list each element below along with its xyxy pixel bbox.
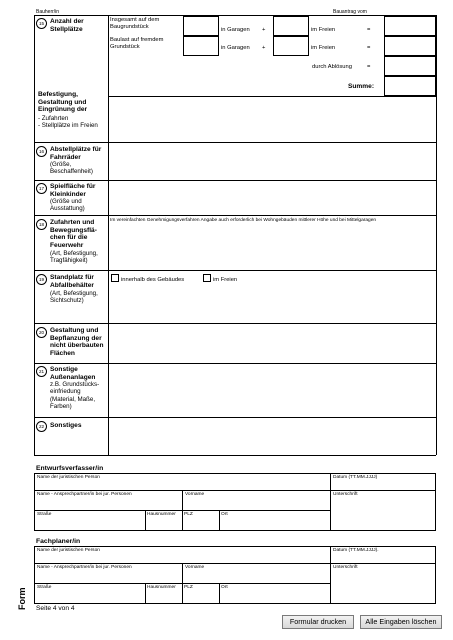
entwurf-datum-label: Datum (TT.MM.JJJJ) [333, 475, 378, 480]
freien-label-2: im Freien [311, 45, 336, 51]
section-number-22: 22 [36, 421, 47, 432]
entwurf-name-jur-label: Name der juristischen Person [37, 475, 100, 480]
section-16-title: Abstellplätze für Fahrräder [50, 146, 102, 161]
section-19-sub: (Art, Befestigung, Sichtschutz) [50, 290, 98, 305]
stellplaetze-row2-label: Baulast auf fremdem Grundstück [110, 37, 164, 50]
entwurf-vorname-label: Vorname [185, 492, 205, 497]
fachplaner-plz-label: PLZ [184, 585, 193, 590]
innerhalb-label: innerhalb des Gebäudes [121, 277, 185, 283]
checkbox-innerhalb[interactable] [111, 274, 119, 282]
section-21-title: Sonstige Außenanlagen [50, 366, 96, 381]
freien-option-label: im Freien [213, 277, 238, 283]
bauantrag-label: Bauantrag vom [333, 9, 367, 15]
section-number-15: 15 [36, 18, 47, 29]
section-number-16: 16 [36, 146, 47, 157]
gestaltung-field[interactable] [109, 324, 436, 363]
abfall-field[interactable] [109, 283, 436, 323]
section-number-19: 19 [36, 274, 47, 285]
section-18-sub: (Art, Befestigung, Tragfähigkeit) [50, 250, 98, 265]
sonstiges-field[interactable] [109, 418, 436, 455]
section-21-sub: z.B. Grundstücks-einfriedung (Material, Maße, Farben) [50, 381, 100, 411]
fachplaner-box [34, 546, 436, 604]
section-19-title: Standplatz für Abfallbehälter [50, 274, 94, 289]
section-17-sub: (Größe und Ausstattung) [50, 198, 85, 213]
fachplaner-unterschrift-label: Unterschrift [333, 565, 358, 570]
fachplaner-hausnummer-label: Hausnummer [147, 585, 176, 590]
section-18-title: Zufahrten und Bewegungsflä-chen für die Feuerwehr [50, 219, 97, 249]
entwurf-ort-label: Ort [221, 512, 228, 517]
entwurf-title: Entwurfsverfasser/in [36, 465, 104, 472]
form-logo-text: Form [17, 587, 27, 610]
section-22-title: Sonstiges [50, 422, 82, 429]
entwurf-hausnummer-label: Hausnummer [147, 512, 176, 517]
equals-sign-1: = [367, 27, 371, 33]
section-20-title: Gestaltung und Bepflanzung der nicht überbauten Flächen [50, 327, 104, 357]
entwurf-strasse-label: Straße [37, 512, 52, 517]
bauherr-label: Bauherr/in [36, 9, 60, 15]
section-18-note: Im vereinfachten Genehmigungsverfahren Angabe auch erforderlich bei Wohngebäuden mittlerer Höhe und bei Mittelgaragen [110, 218, 377, 223]
fachplaner-ansprech-label: Name - Ansprechpartner/in bei jur. Personen [37, 565, 132, 570]
checkbox-freien[interactable] [203, 274, 211, 282]
form-logo [17, 586, 29, 610]
garagen-label-2: in Garagen [221, 45, 250, 51]
reset-button[interactable]: Alle Eingaben löschen [360, 615, 442, 629]
stellplaetze-row1-total-field[interactable] [183, 16, 219, 36]
fachplaner-ort-label: Ort [221, 585, 228, 590]
plus-sign-2: + [262, 45, 266, 51]
section-15-title: Anzahl der Stellplätze [50, 18, 84, 33]
fachplaner-name-jur-label: Name der juristischen Person [37, 548, 100, 553]
equals-sign-3: = [367, 64, 371, 70]
section-15b-title: Befestigung, Gestaltung und Eingrünung der [38, 91, 88, 114]
feuerwehr-field[interactable] [109, 226, 436, 270]
section-number-21: 21 [36, 366, 47, 377]
page-number: Seite 4 von 4 [36, 605, 75, 612]
entwurf-ansprech-label: Name - Ansprechpartner/in bei jur. Personen [37, 492, 132, 497]
aussenanlagen-field[interactable] [109, 364, 436, 417]
entwurf-box [34, 473, 436, 531]
section-17-title: Spielfläche für Kleinkinder [50, 183, 96, 198]
equals-sign-2: = [367, 45, 371, 51]
stellplaetze-row1-garagen-field[interactable] [273, 16, 309, 36]
abloesung-label: durch Ablösung [312, 64, 352, 70]
summe-field[interactable] [384, 76, 436, 96]
garagen-label-1: in Garagen [221, 27, 250, 33]
fachplaner-vorname-label: Vorname [185, 565, 205, 570]
section-16-sub: (Größe, Beschaffenheit) [50, 161, 93, 176]
freien-label-1: im Freien [311, 27, 336, 33]
stellplaetze-row1-freien-field[interactable] [384, 16, 436, 36]
print-button[interactable]: Formular drucken [282, 615, 354, 629]
plus-sign-1: + [262, 27, 266, 33]
abloesung-field[interactable] [384, 56, 436, 76]
section-number-20: 20 [36, 327, 47, 338]
summe-label: Summe: [348, 83, 375, 90]
entwurf-plz-label: PLZ [184, 512, 193, 517]
section-number-17: 17 [36, 183, 47, 194]
entwurf-unterschrift-label: Unterschrift [333, 492, 358, 497]
stellplaetze-row1-label: Insgesamt auf dem Baugrundstück [110, 17, 160, 30]
fachplaner-strasse-label: Straße [37, 585, 52, 590]
fachplaner-title: Fachplaner/in [36, 538, 81, 545]
fachplaner-datum-label: Datum (TT.MM.JJJJ). [333, 548, 379, 553]
section-number-18: 18 [36, 219, 47, 230]
spielflaeche-field[interactable] [109, 181, 436, 215]
fahrrad-field[interactable] [109, 143, 436, 180]
stellplaetze-row2-total-field[interactable] [183, 36, 219, 56]
befestigung-field[interactable] [109, 97, 436, 142]
stellplaetze-row2-garagen-field[interactable] [273, 36, 309, 56]
stellplaetze-row2-freien-field[interactable] [384, 36, 436, 56]
section-15b-sub: - Zufahrten - Stellplätze im Freien [38, 115, 98, 130]
